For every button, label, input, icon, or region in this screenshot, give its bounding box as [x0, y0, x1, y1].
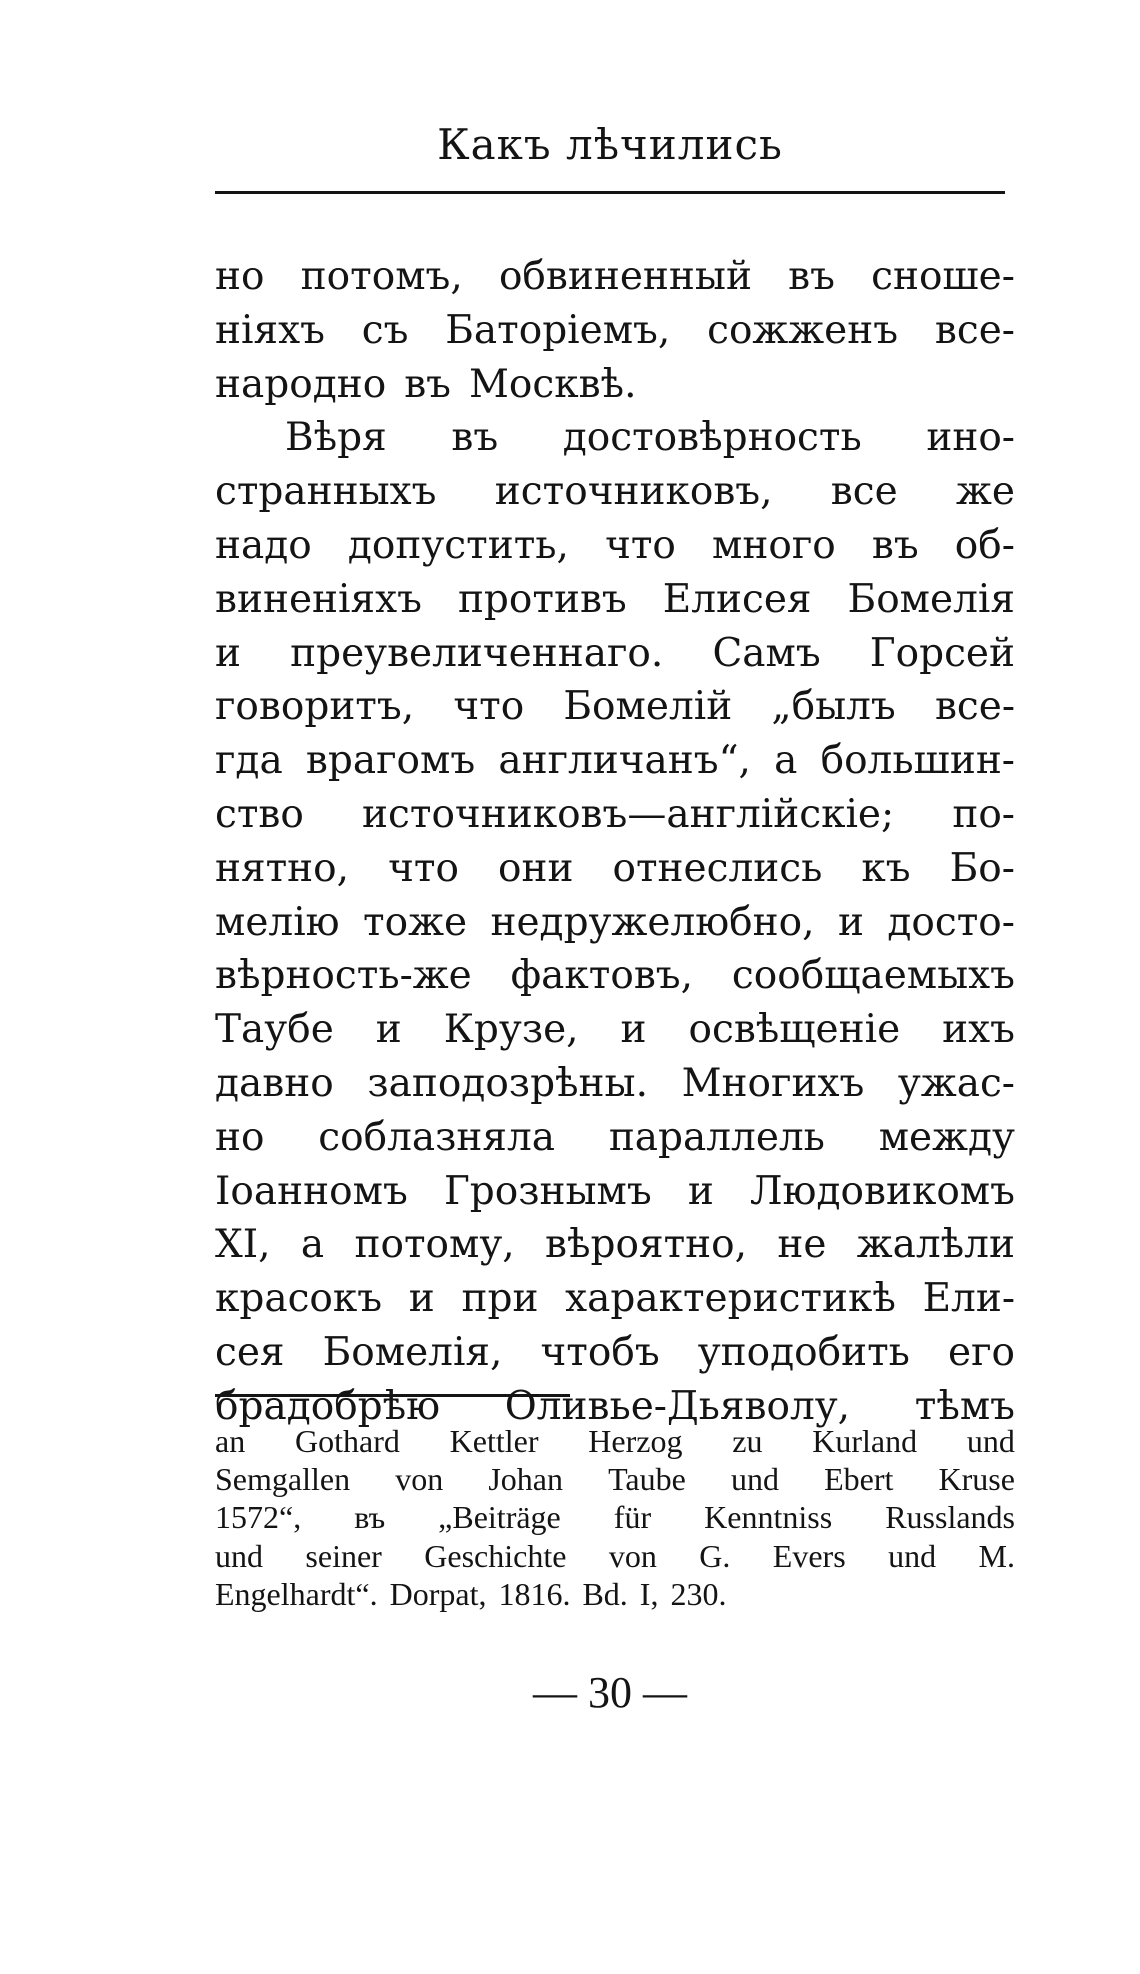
text-line	[215, 250, 1015, 304]
footnote-line	[215, 1575, 1015, 1613]
word: seiner	[305, 1537, 382, 1574]
word: Dorpat,	[389, 1575, 487, 1612]
word: Грознымъ	[443, 1168, 652, 1214]
running-head: Какъ лѣчились	[437, 120, 783, 169]
word: потомъ,	[300, 254, 463, 299]
word: обвиненный	[498, 254, 752, 299]
word: въ	[404, 361, 451, 407]
text-line	[215, 842, 1015, 896]
word: говоритъ,	[215, 684, 415, 730]
word: Іоанномъ	[215, 1168, 408, 1214]
text-line	[215, 1111, 1015, 1165]
word: Людовикомъ	[750, 1168, 1015, 1214]
word: und	[730, 1461, 779, 1498]
text-line	[215, 1272, 1015, 1326]
word: Russlands	[885, 1499, 1015, 1536]
text-line	[215, 519, 1015, 573]
header-rule	[215, 191, 1005, 194]
word: источниковъ—англійскіе;	[362, 791, 895, 837]
word: Taube	[608, 1461, 686, 1498]
text-line	[215, 1057, 1015, 1111]
word: „Beiträge	[438, 1499, 561, 1536]
word: Москвѣ.	[468, 361, 637, 407]
word: чтобъ	[540, 1329, 660, 1375]
word: тѣмъ	[914, 1383, 1015, 1429]
word: вѣроятно,	[545, 1222, 748, 1268]
word: и	[375, 1007, 402, 1053]
word: въ	[788, 254, 835, 299]
word: сообщаемыхъ	[731, 953, 1015, 999]
word: заподозрѣны.	[367, 1060, 648, 1106]
word: допустить,	[347, 522, 569, 568]
word: все	[830, 469, 898, 515]
word: 1572“,	[215, 1499, 302, 1536]
word: англичанъ“,	[498, 738, 751, 784]
word: съ	[361, 307, 409, 353]
word: ино-	[926, 415, 1015, 461]
word: Таубе	[215, 1007, 334, 1053]
word: ство	[215, 791, 304, 837]
text-line	[215, 411, 1015, 465]
footnote	[215, 1422, 1015, 1613]
word: вѣрность-же	[215, 953, 472, 999]
word: Многихъ	[681, 1060, 865, 1106]
word: von	[395, 1461, 444, 1498]
word: давно	[215, 1060, 334, 1106]
word: характеристикѣ	[565, 1276, 896, 1322]
word: и	[837, 899, 864, 945]
word: что	[605, 522, 676, 568]
text-line	[215, 680, 1015, 734]
word: мелію	[215, 899, 340, 945]
word: недружелюбно,	[490, 899, 815, 945]
word: сея	[215, 1329, 285, 1375]
word: 1816.	[498, 1575, 571, 1612]
text-line	[215, 573, 1015, 627]
word: противъ	[457, 576, 627, 622]
word: не	[777, 1222, 827, 1268]
word: Горсей	[869, 630, 1015, 676]
word: für	[613, 1499, 652, 1536]
text-line	[215, 896, 1015, 950]
text-line	[215, 465, 1015, 519]
text-line	[215, 1218, 1015, 1272]
word: Крузе,	[443, 1007, 579, 1053]
word: und	[966, 1423, 1015, 1459]
word: въ	[354, 1499, 386, 1536]
text-line	[215, 949, 1015, 1003]
word: Herzog	[588, 1423, 683, 1459]
word: Елисея	[662, 576, 812, 622]
word: об-	[954, 522, 1015, 568]
word: преувеличеннаго.	[290, 630, 664, 676]
text-line	[215, 358, 1015, 412]
word: что	[388, 845, 459, 891]
text-line	[215, 788, 1015, 842]
word: а	[300, 1222, 325, 1268]
word: и	[620, 1007, 647, 1053]
word: но	[215, 1114, 265, 1160]
word: сожженъ	[707, 307, 899, 353]
word: Kettler	[449, 1423, 539, 1459]
word: Баторіемъ,	[445, 307, 671, 353]
page-number: — 30 —	[533, 1668, 687, 1717]
word: ихъ	[942, 1007, 1015, 1053]
word: Бо-	[949, 845, 1015, 891]
word: все-	[934, 307, 1015, 353]
word: und	[888, 1537, 937, 1574]
word: а	[774, 738, 798, 784]
word: Bd.	[582, 1575, 628, 1612]
word: и	[408, 1276, 435, 1322]
word: Оливье-Дьяволу,	[504, 1383, 851, 1429]
word: фактовъ,	[510, 953, 693, 999]
word: und	[215, 1537, 263, 1574]
word: же	[956, 469, 1015, 515]
word: виненіяхъ	[215, 576, 422, 622]
word: по-	[952, 791, 1015, 837]
word: Kenntniss	[704, 1499, 833, 1536]
word: досто-	[887, 899, 1015, 945]
word: отнеслись	[612, 845, 823, 891]
word: M.	[978, 1537, 1015, 1574]
word: врагомъ	[305, 738, 476, 784]
text-line	[215, 1326, 1015, 1380]
text-line	[215, 734, 1015, 788]
word: Geschichte	[424, 1537, 567, 1574]
word: Engelhardt“.	[215, 1575, 378, 1612]
word: Вѣря	[285, 415, 387, 461]
word: въ	[451, 415, 499, 461]
word: что	[453, 684, 525, 730]
word: между	[878, 1114, 1015, 1160]
word: и	[215, 630, 241, 676]
word: при	[461, 1276, 539, 1322]
word: его	[948, 1329, 1015, 1375]
word: „былъ	[771, 684, 896, 730]
word: Semgallen	[215, 1461, 351, 1498]
word: ніяхъ	[215, 307, 325, 353]
text-line	[215, 1003, 1015, 1057]
word: Kruse	[938, 1461, 1015, 1498]
word: Ели-	[922, 1276, 1015, 1322]
word: брадобрѣю	[215, 1383, 441, 1429]
text-line	[215, 1165, 1015, 1219]
word: Kurland	[812, 1423, 918, 1459]
word: народно	[215, 361, 387, 407]
word: Бомелій	[563, 684, 733, 730]
text-line	[215, 627, 1015, 681]
word: странныхъ	[215, 469, 437, 515]
word: гда	[215, 738, 283, 784]
footnote-rule	[215, 1394, 570, 1397]
word: сноше-	[871, 254, 1015, 299]
word: большин-	[820, 738, 1015, 784]
word: 230.	[670, 1575, 727, 1612]
word: Бомелія,	[322, 1329, 503, 1375]
word: Самъ	[712, 630, 821, 676]
word: нятно,	[215, 845, 350, 891]
word: все-	[934, 684, 1015, 730]
word: и	[687, 1168, 714, 1214]
word: XI,	[215, 1222, 271, 1268]
word: von	[608, 1537, 657, 1574]
word: они	[497, 845, 574, 891]
word: въ	[871, 522, 919, 568]
word: освѣщеніе	[688, 1007, 901, 1053]
footnote-line	[215, 1422, 1015, 1460]
word: источниковъ,	[494, 469, 773, 515]
word: къ	[861, 845, 911, 891]
footnote-line	[215, 1498, 1015, 1536]
word: Johan	[488, 1461, 563, 1498]
word: красокъ	[215, 1276, 383, 1322]
word: много	[712, 522, 836, 568]
word: Ebert	[824, 1461, 894, 1498]
footnote-line	[215, 1460, 1015, 1498]
word: тоже	[363, 899, 468, 945]
word: G.	[699, 1537, 731, 1574]
word: zu	[732, 1423, 763, 1459]
word: ужас-	[897, 1060, 1015, 1106]
word: Gothard	[295, 1423, 400, 1459]
word: но	[215, 254, 265, 299]
footnote-line	[215, 1537, 1015, 1575]
word: параллель	[608, 1114, 825, 1160]
word: соблазняла	[318, 1114, 556, 1160]
word: an	[215, 1423, 246, 1459]
word: потому,	[354, 1222, 515, 1268]
main-text	[215, 250, 1015, 1434]
word: Бомелія	[847, 576, 1015, 622]
word: достовѣрность	[562, 415, 862, 461]
word: уподобить	[697, 1329, 910, 1375]
word: I,	[639, 1575, 659, 1612]
word: надо	[215, 522, 312, 568]
word: Evers	[772, 1537, 846, 1574]
text-line	[215, 304, 1015, 358]
word: жалѣли	[856, 1222, 1015, 1268]
